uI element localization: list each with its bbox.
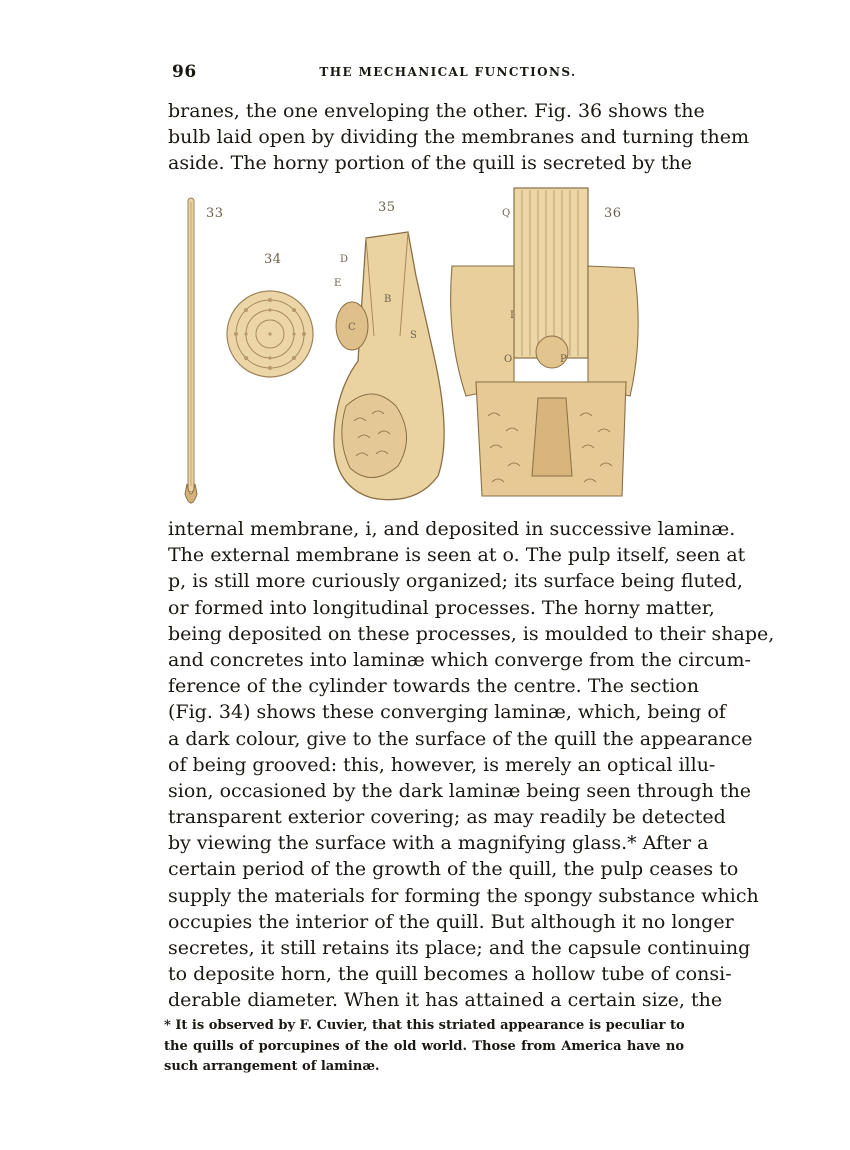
fig36-label-q: Q — [502, 208, 511, 219]
text-line: sion, occasioned by the dark laminæ being seen through the — [168, 779, 752, 802]
fig35-label-b: B — [384, 294, 392, 305]
text-line: p, is still more curiously organized; its surface being fluted, — [168, 570, 743, 593]
fig36-opened-bulb-drawing — [451, 188, 639, 496]
text-line: to deposite horn, the quill becomes a hollow tube of consi- — [168, 963, 732, 986]
page-number: 96 — [172, 62, 197, 82]
fig33-number: 33 — [206, 206, 224, 221]
footnote — [164, 1016, 684, 1078]
fig36-label-o: O — [504, 354, 513, 365]
running-title: THE MECHANICAL FUNCTIONS. — [319, 65, 577, 79]
text-line: or formed into longitudinal processes. The horny matter, — [168, 596, 715, 619]
fig36-number: 36 — [604, 206, 622, 221]
fig35-label-s: S — [410, 330, 417, 341]
text-line: certain period of the growth of the quill, the pulp ceases to — [168, 858, 739, 881]
text-line: being deposited on these processes, is moulded to their shape, — [168, 622, 775, 645]
text-line: branes, the one enveloping the other. Fig. 36 shows the — [168, 100, 705, 122]
fig34-number: 34 — [264, 252, 282, 267]
footnote-line: such arrangement of laminæ. — [164, 1059, 380, 1074]
text-line: and concretes into laminæ which converge from the circum- — [168, 648, 751, 671]
fig33-quill-drawing — [185, 198, 197, 503]
text-line: derable diameter. When it has attained a certain size, the — [168, 989, 723, 1012]
text-line: by viewing the surface with a magnifying glass.* After a — [168, 832, 709, 855]
text-line: bulb laid open by dividing the membranes and turning them — [168, 126, 750, 149]
fig35-number: 35 — [378, 200, 396, 215]
fig35-label-e: E — [334, 278, 342, 289]
text-line: secretes, it still retains its place; and the capsule continuing — [168, 937, 751, 959]
text-line: aside. The horny portion of the quill is secreted by the — [168, 152, 693, 175]
text-line: The external membrane is seen at o. The pulp itself, seen at — [168, 544, 746, 567]
fig35-label-c: C — [348, 322, 356, 333]
text-line: transparent exterior covering; as may readily be detected — [168, 806, 726, 829]
paragraph-top — [168, 98, 750, 177]
footnote-line: * It is observed by F. Cuvier, that this striated appearance is peculiar to — [164, 1018, 685, 1033]
fig36-label-p: P — [560, 354, 567, 365]
running-head — [172, 62, 684, 84]
footnote-line: the quills of porcupines of the old world. Those from America have no — [164, 1038, 684, 1054]
text-line: ference of the cylinder towards the centre. The section — [168, 675, 699, 698]
fig34-section-drawing — [227, 291, 313, 377]
fig35-bulb-drawing — [334, 232, 444, 500]
quill-figure-plate — [176, 186, 686, 516]
text-line: occupies the interior of the quill. But although it no longer — [168, 910, 734, 933]
fig35-label-d: D — [340, 254, 349, 265]
text-line: a dark colour, give to the surface of the quill the appearance — [168, 727, 753, 750]
text-line: of being grooved: this, however, is merely an optical illu- — [168, 753, 716, 776]
quill-illustration — [176, 186, 686, 516]
fig36-label-i: I — [510, 310, 514, 321]
paragraph-main — [168, 516, 775, 1014]
text-line: (Fig. 34) shows these converging laminæ, which, being of — [168, 701, 726, 724]
text-line: supply the materials for forming the spongy substance which — [168, 884, 759, 907]
text-line: internal membrane, i, and deposited in successive laminæ. — [168, 518, 736, 540]
